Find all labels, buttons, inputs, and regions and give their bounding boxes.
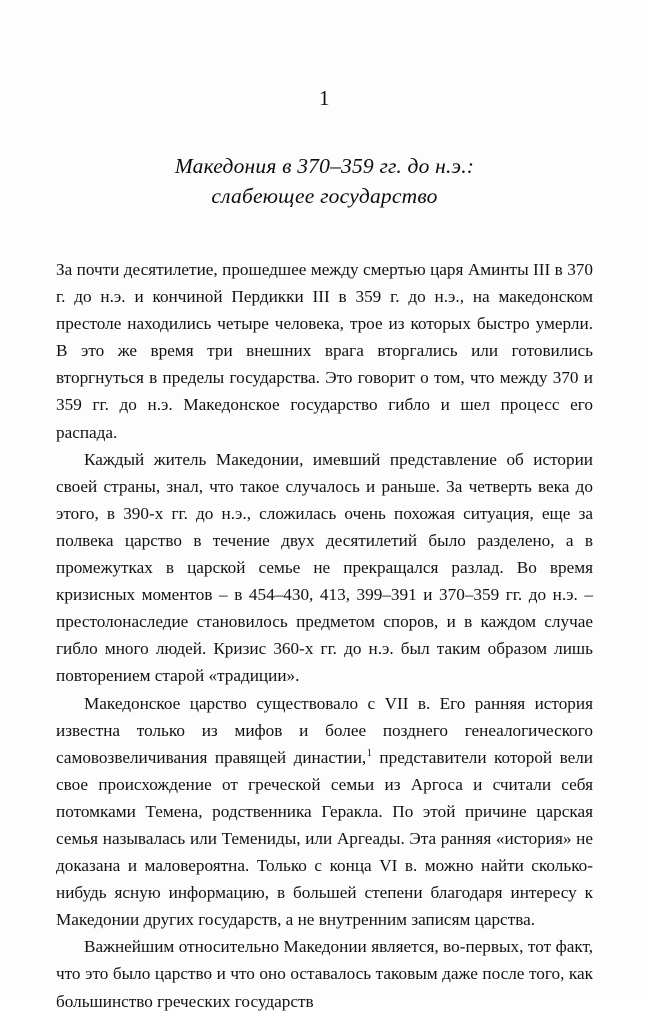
page-content [56,0,593,1015]
paragraph-3-text-before-footnote: Македонское царство существовало с VII в. Его ранняя история известна только из мифов и более позднего генеалогического самовозвеличивания правящей династии, [56,693,593,767]
paragraph-4: Важнейшим относительно Македонии является, во-первых, тот факт, что это было царство и что оно оставалось таковым даже после того, как большинство греческих государств [56,937,593,1011]
footnote-reference-marker[interactable]: 1 [366,747,372,759]
paragraph-3 [56,690,593,934]
chapter-title-line-2: слабеющее государство [211,184,438,208]
paragraph-2: Каждый житель Македонии, имевший представление об истории своей страны, знал, что такое случалось и раньше. За четверть века до этого, в 390-х гг. до н.э., сложилась очень похожая ситуация, еще за полвека царство в течение двух десятилетий было разделено, а в промежутках в царской семье не прекращался разлад. Во время кризисных моментов – в 454–430, 413, 399–391 и 370–359 гг. до н.э. – престолонаследие становилось предметом споров, и в каждом случае гибло много людей. Кризис 360-х гг. до н.э. был таким образом лишь повторением старой «традиции». [56,449,593,686]
chapter-title-line-1: Македония в 370–359 гг. до н.э.: [174,154,475,178]
paragraph-1: За почти десятилетие, прошедшее между смертью царя Аминты III в 370 г. до н.э. и кончиной Пердикки III в 359 г. до н.э., на македонском престоле находились четыре человека, трое из которых быстро умерли. В это же время три внешних врага вторгались или готовились вторгнуться в пределы государства. Это говорит о том, что между 370 и 359 гг. до н.э. Македонское государство гибло и шел процесс его распада. [56,260,593,442]
chapter-number: 1 [319,86,330,110]
paragraph-3-text-after-footnote: представители которой вели свое происхождение от греческой семьи из Аргоса и считали себя потомками Темена, родственника Геракла. По этой причине царская семья называлась или Темениды, или Аргеады. Эта ранняя «история» не доказана и маловероятна. Только с конца VI в. можно найти сколько-нибудь ясную информацию, в большей степени благодаря интересу к Македонии других государств, а не внутренним записям царства. [56,747,594,930]
chapter-title [56,151,593,211]
body-text [56,256,593,1015]
